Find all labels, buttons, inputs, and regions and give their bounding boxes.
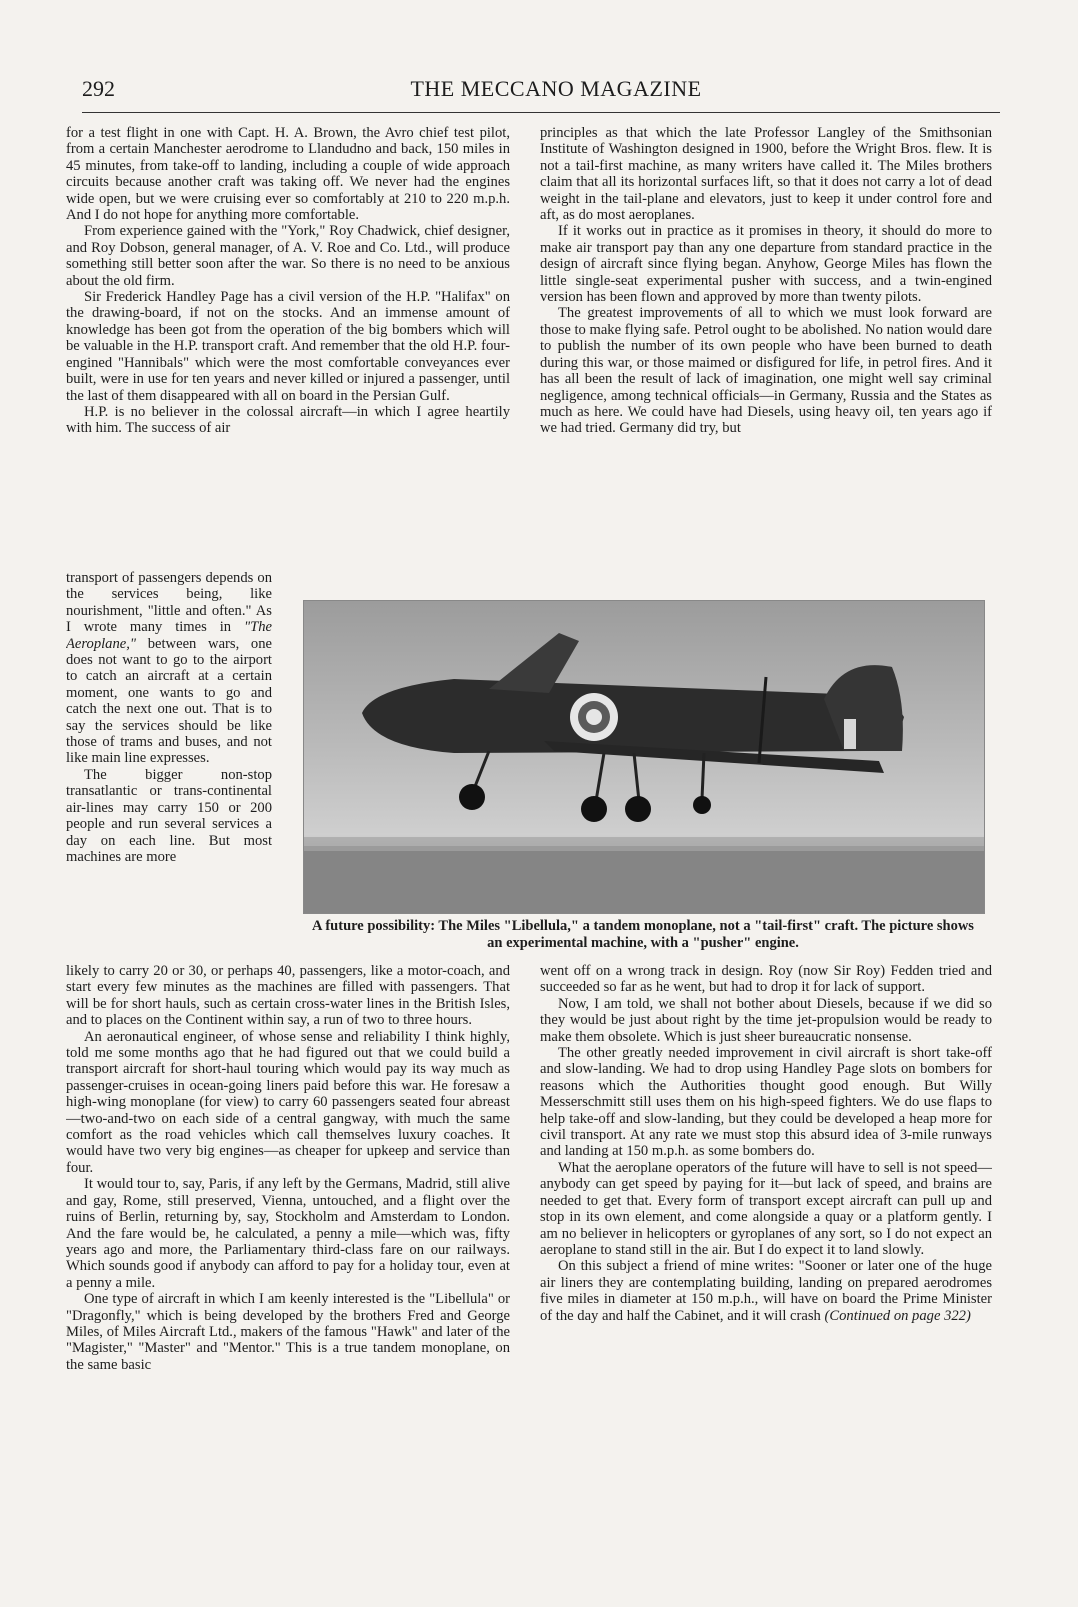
- paragraph: It would tour to, say, Paris, if any left by the Germans, Madrid, still alive and gay, Rome, still preserved, Vienna, untouched, and a flight over the ruins of Berlin, returning by, say, Stockholm and Amsterdam to London. And the fare would be, he calculated, a penny a mile—which was, fifty years ago and more, the Parliamentary third-class fare on our railways. Which sounds good if anybody can afford to pay for a holiday tour, even at a penny a mile.: [66, 1176, 510, 1291]
- nose-wheel: [459, 784, 485, 810]
- roundel-centre: [586, 709, 602, 725]
- paragraph: An aeronautical engineer, of whose sense and reliability I think highly, told me some months ago that he had figured out that we could build a transport aircraft for short-haul touring which would pay its way much as passenger-cruises in ocean-going liners paid before this war. He foresaw a high-wing monoplane (for view) to carry 60 passengers seated four abreast—two-and-two on each side of a central gangway, with much the same comfort as the road vehicles which call themselves luxury coaches. It would have two very big engines—as cheaper for upkeep and service than four.: [66, 1028, 510, 1176]
- paragraph: likely to carry 20 or 30, or perhaps 40, passengers, like a motor-coach, and start every few minutes as the machines are filled with passengers. That will be for short hauls, such as certain cross-water lines in the British Isles, and to places on the Continent within say, a run of two to three hours.: [66, 963, 510, 1029]
- publication-title: "The Aeroplane,": [66, 619, 272, 652]
- nose-gear-strut: [474, 751, 489, 789]
- right-column-top: [540, 125, 992, 570]
- paragraph: went off on a wrong track in design. Roy (now Sir Roy) Fedden tried and succeeded so far as he went, but had to drop it for lack of support.: [540, 963, 992, 996]
- paragraph: The other greatly needed improvement in civil aircraft is short take-off and slow-landing. We had to drop using Handley Page slots on bombers for reasons which the Authorities thought good enough. But Willy Messerschmitt still uses them on his high-speed fighters. We do use flaps to help take-off and slow-landing, but they could be developed a heap more for civil transport. At any rate we must stop this absurd idea of 3-mile runways and landing at 150 m.p.h. as some bombers do.: [540, 1045, 992, 1160]
- paragraph: H.P. is no believer in the colossal aircraft—in which I agree heartily with him. The success of air: [66, 403, 510, 437]
- page-number: 292: [82, 76, 115, 101]
- paragraph: The bigger non-stop transatlantic or trans-continental air-lines may carry 150 or 200 people and run several services a day on each line. But most machines are more: [66, 766, 272, 865]
- aircraft-illustration: [304, 601, 984, 913]
- fin-flash: [844, 719, 856, 749]
- paragraph: On this subject a friend of mine writes: "Sooner or later one of the huge air liners they are contemplating building, landing on prepared aerodromes five miles in diameter at 150 m.p.h., will have on board the Prime Minister of the day and half the Cabinet, and it will crash (Continued on page 322): [540, 1258, 992, 1324]
- paragraph: Now, I am told, we shall not bother about Diesels, because if we did so they would be just about right by the time jet-propulsion would be ready to make them obsolete. Which is just sheer bureaucratic nonsense.: [540, 995, 992, 1045]
- paragraph: transport of passengers depends on the services being, like nourishment, "little and often." As I wrote many times in "The Aeroplane," between wars, one does not want to go to the airport to catch an aircraft at a certain moment, one wants to go and catch the next one out. That is to say the services should be like those of trams and buses, and not like main line expresses.: [66, 570, 272, 767]
- continued-note: (Continued on page 322): [824, 1307, 971, 1324]
- aircraft-photo: [303, 600, 985, 914]
- right-column-bottom: [540, 963, 992, 1513]
- paragraph: for a test flight in one with Capt. H. A. Brown, the Avro chief test pilot, from a certain Manchester aerodrome to Llandudno and back, 150 miles in 45 minutes, from take-off to landing, including a couple of wide approach circuits because another craft was taking off. We never had the engines wide open, but we were cruising ever so comfortably at 210 to 220 m.p.h. And I do not hope for anything more comfortable.: [66, 125, 510, 224]
- photo-caption: A future possibility: The Miles "Libellula," a tandem monoplane, not a "tail-first" craft. The picture shows an experimental machine, with a "pusher" engine.: [312, 918, 974, 951]
- main-gear-strut: [596, 753, 604, 801]
- horizon-haze: [304, 837, 984, 851]
- paragraph: If it works out in practice as it promises in theory, it should do more to make air transport pay than any one departure from standard practice in the design of aircraft since flying began. Anyhow, George Miles has flown the little single-seat experimental pusher with success, and a twin-engined version has been flown and approved by more than twenty pilots.: [540, 223, 992, 306]
- paragraph: What the aeroplane operators of the future will have to sell is not speed—anybody can get speed by paying for it—but lack of speed, and brains are needed to get that. Every form of transport except aircraft can pull up and stop in its own element, and come alongside a quay or a platform gently. I am no believer in helicopters or gyroplanes of any sort, so I do not expect an aeroplane to stand still in the air. But I do expect it to land slowly.: [540, 1159, 992, 1258]
- main-wheel-right: [625, 796, 651, 822]
- paragraph: principles as that which the late Professor Langley of the Smithsonian Institute of Washington designed in 1900, before the Wright Bros. flew. It is not a tail-first machine, as many writers have called it. The Miles brothers claim that all its horizontal surfaces lift, so that it does not carry a lot of dead weight in the tail-plane and elevators, just to keep it under control fore and aft, as do most aeroplanes.: [540, 125, 992, 224]
- rear-wheel: [693, 796, 711, 814]
- fuselage: [362, 679, 904, 753]
- ground: [304, 846, 984, 913]
- left-column-bottom: [66, 963, 510, 1513]
- header-rule: [82, 112, 1000, 113]
- paragraph: One type of aircraft in which I am keenly interested is the "Libellula" or "Dragonfly," which is being developed by the brothers Fred and George Miles, of Miles Aircraft Ltd., makers of the famous "Hawk" and later of the "Magister," "Master" and "Mentor." This is a true tandem monoplane, on the same basic: [66, 1291, 510, 1373]
- main-wheel-left: [581, 796, 607, 822]
- left-column-narrow: [66, 570, 272, 963]
- left-column-top: [66, 125, 510, 570]
- paragraph: From experience gained with the "York," Roy Chadwick, chief designer, and Roy Dobson, general manager, of A. V. Roe and Co. Ltd., will produce something still better soon after the war. So there is no need to be anxious about the old firm.: [66, 223, 510, 289]
- paragraph: The greatest improvements of all to which we must look forward are those to make flying safe. Petrol ought to be abolished. No nation would dare to publish the number of its own people who have been burned to death during this war, or those maimed or disfigured for life, in petrol fires. And it has all been the result of lack of imagination, one might well say criminal negligence, among technical officials—in Germany, Russia and the States as much as here. We could have had Diesels, using heavy oil, ten years ago if we had tried. Germany did try, but: [540, 305, 992, 437]
- paragraph: Sir Frederick Handley Page has a civil version of the H.P. "Halifax" on the drawing-board, if not on the stocks. And an immense amount of knowledge has been got from the operation of the big bombers which will be valuable in the H.P. transport craft. And remember that the old H.P. four-engined "Hannibals" which were the most comfortable conveyances ever built, were in use for ten years and never killed or injured a passenger, until the last of them disappeared with all on board in the Persian Gulf.: [66, 289, 510, 404]
- page-header: [82, 76, 1000, 110]
- magazine-title: THE MECCANO MAGAZINE: [410, 76, 702, 101]
